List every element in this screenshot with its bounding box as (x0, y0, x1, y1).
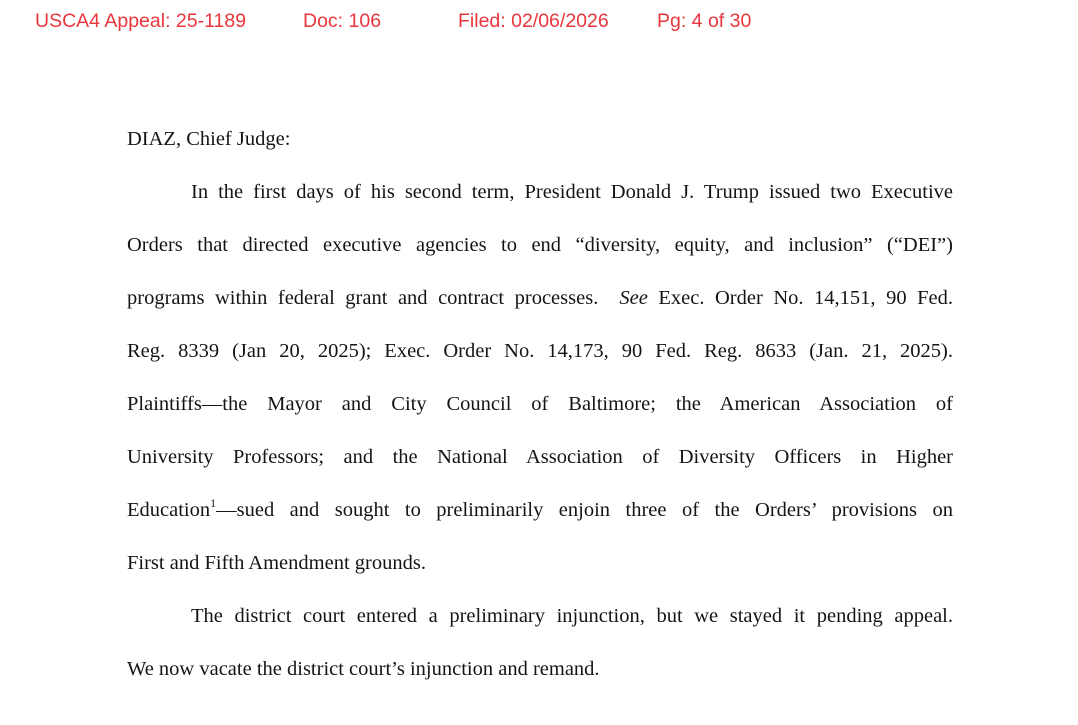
case-number: USCA4 Appeal: 25-1189 (35, 10, 247, 32)
paragraph-1-line-3 (127, 287, 953, 315)
see-signal: See (619, 287, 648, 309)
paragraph-1-line-8: First and Fifth Amendment grounds. (127, 552, 426, 574)
line-7-text-before: Education (127, 499, 211, 521)
court-filing-header (0, 10, 1078, 38)
paragraph-1-line-7 (127, 496, 953, 527)
filed-date: Filed: 02/06/2026 (458, 10, 609, 32)
line-7-text-after: —sued and sought to preliminarily enjoin three of the Orders’ provisions on (216, 499, 953, 521)
paragraph-1-line-4: Reg. 8339 (Jan 20, 2025); Exec. Order No. 14,173, 90 Fed. Reg. 8633 (Jan. 21, 2025). (127, 340, 953, 362)
paragraph-2-line-1: The district court entered a preliminary injunction, but we stayed it pending appeal. (191, 605, 953, 627)
line-3-text-after: Exec. Order No. 14,151, 90 Fed. (658, 287, 953, 309)
paragraph-1-line-6: University Professors; and the National Association of Diversity Officers in Higher (127, 446, 953, 468)
page-number: Pg: 4 of 30 (657, 10, 752, 32)
paragraph-1-line-5: Plaintiffs—the Mayor and City Council of Baltimore; the American Association of (127, 393, 953, 415)
author-line: DIAZ, Chief Judge: (127, 128, 291, 150)
footnote-marker-1[interactable]: 1 (210, 496, 217, 510)
line-3-text-before: programs within federal grant and contract processes. (127, 287, 599, 309)
paragraph-1-line-1: In the first days of his second term, President Donald J. Trump issued two Executive (191, 181, 953, 203)
paragraph-1-line-2: Orders that directed executive agencies to end “diversity, equity, and inclusion” (“DEI”) (127, 234, 953, 256)
document-number: Doc: 106 (303, 10, 382, 32)
paragraph-2-line-2: We now vacate the district court’s injunction and remand. (127, 658, 600, 680)
